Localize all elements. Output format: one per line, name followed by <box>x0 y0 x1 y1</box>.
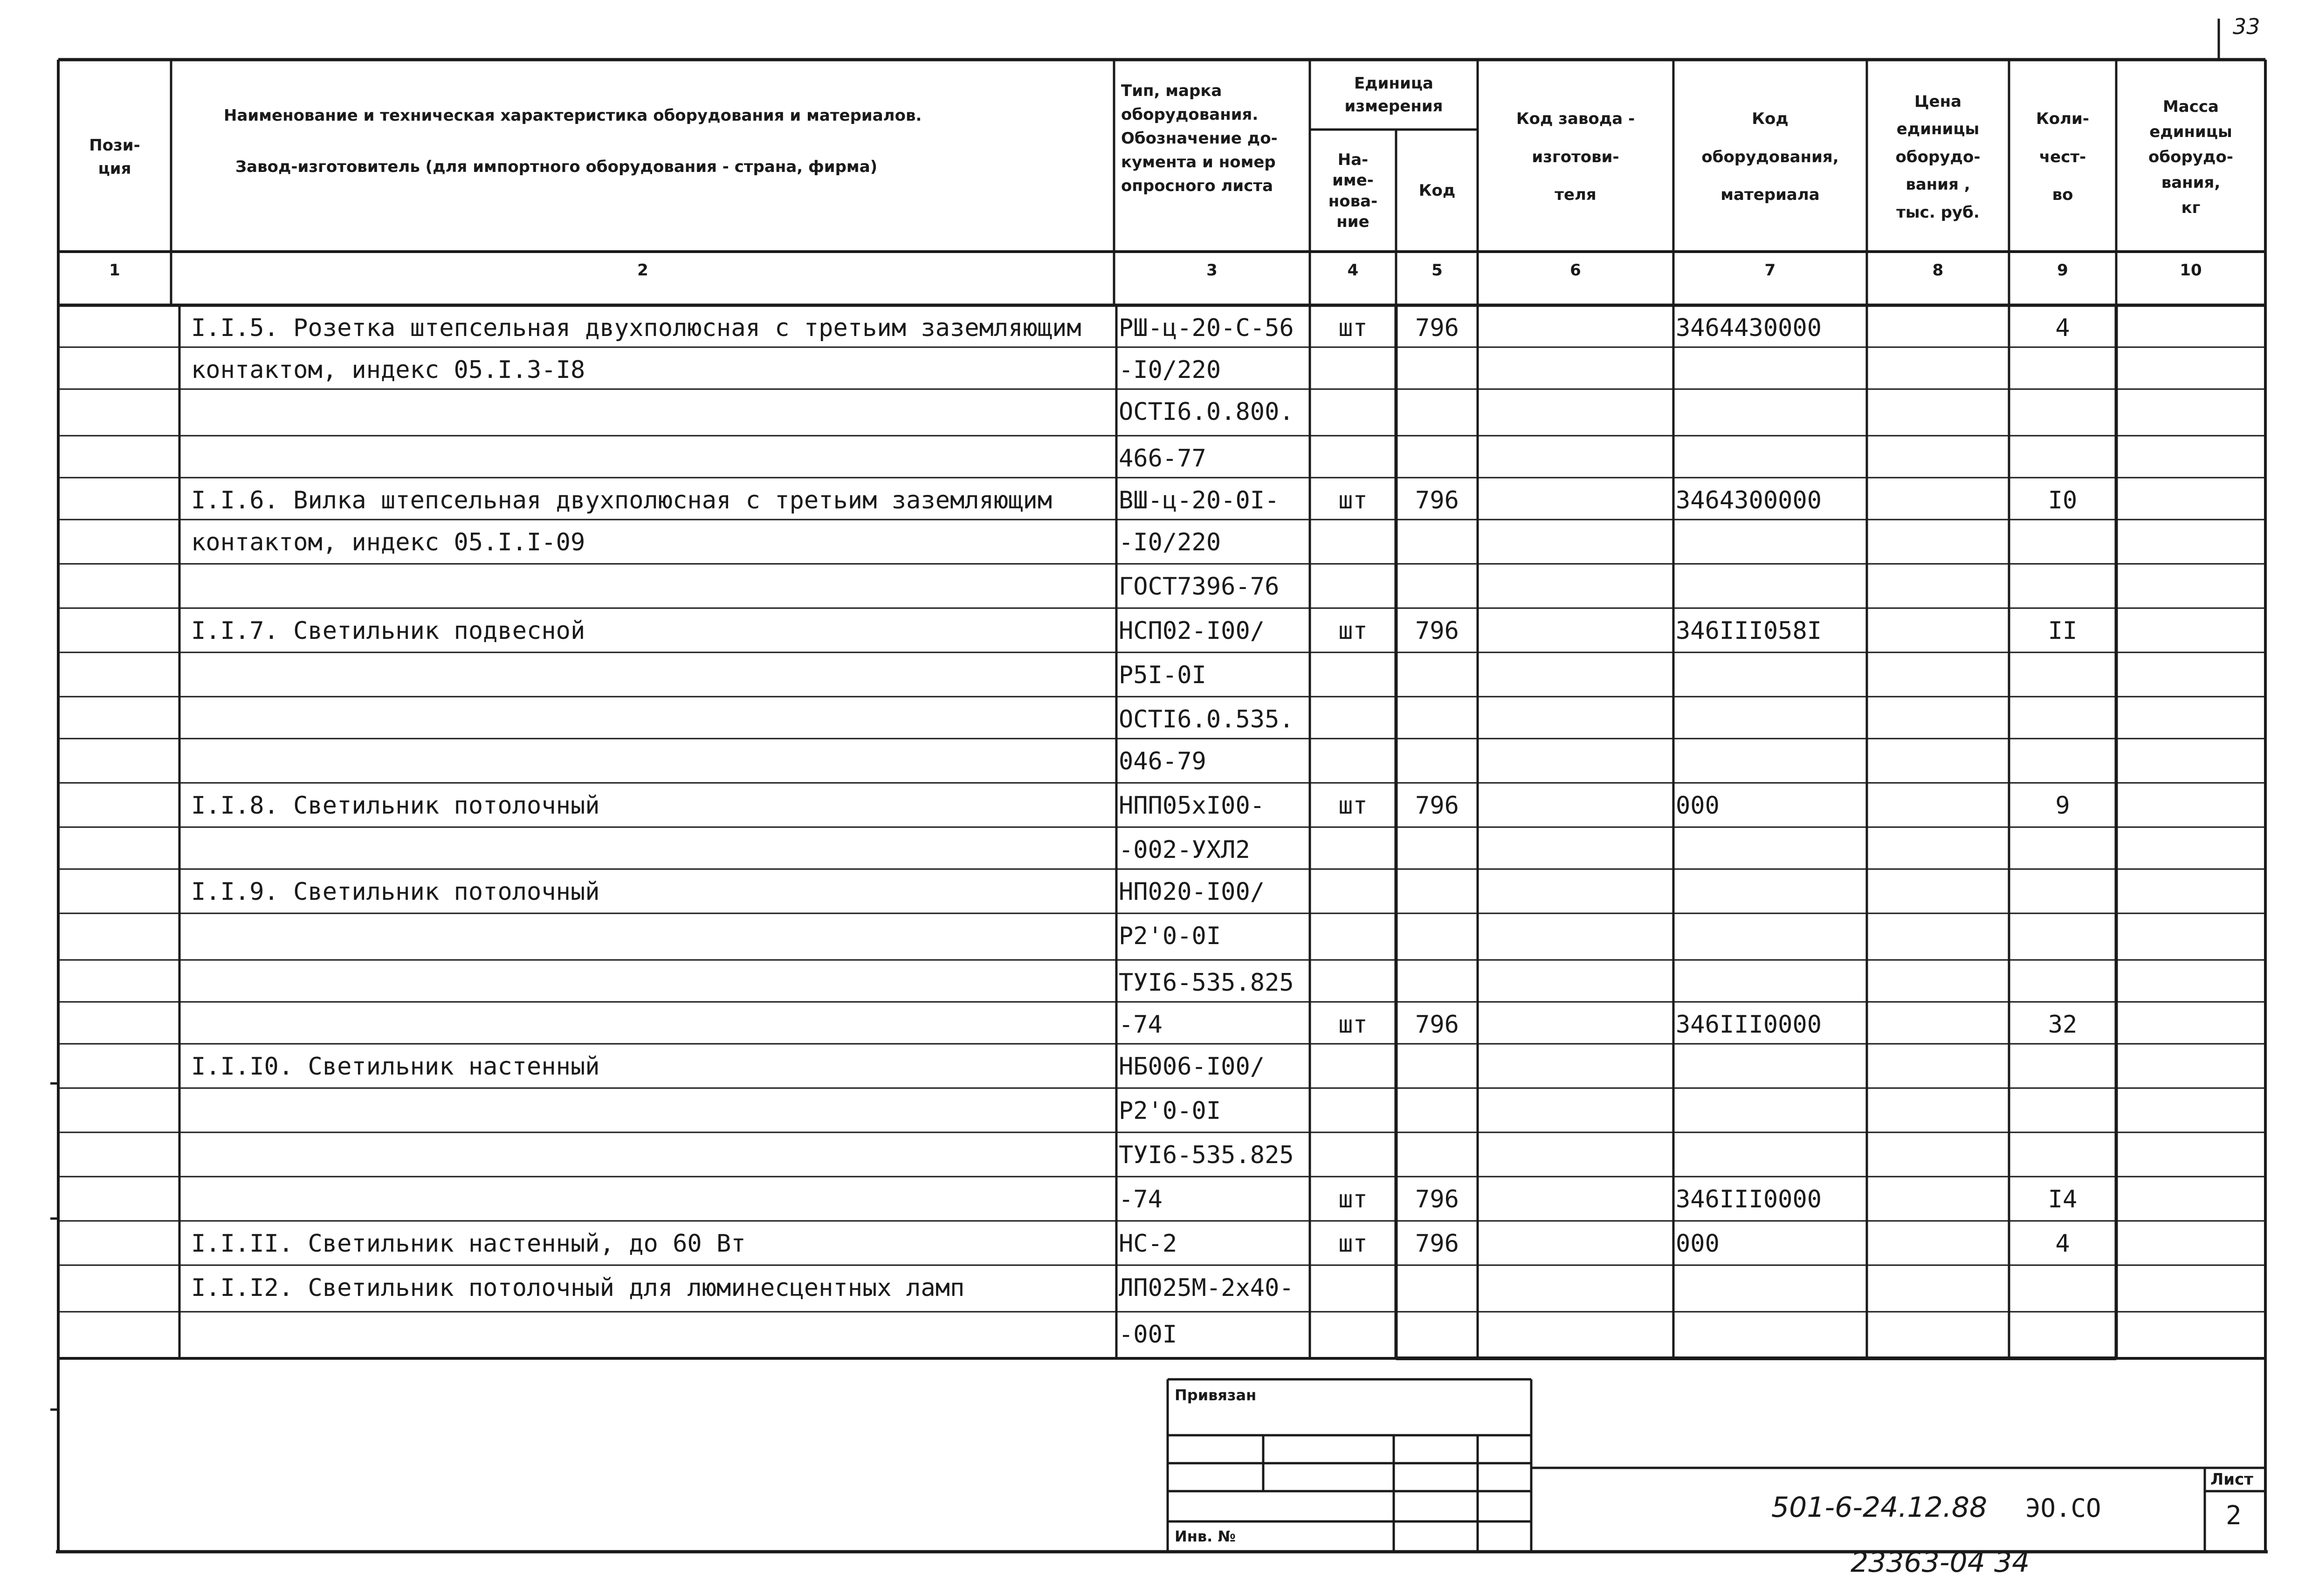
cell-qty: 4 <box>2055 1230 2070 1258</box>
bottom-note: 23363-04 34 <box>1851 1546 2030 1579</box>
cell-unit: шт <box>1338 792 1368 820</box>
sheet-label: Лист <box>2210 1470 2253 1489</box>
column-number-5: 5 <box>1431 261 1443 280</box>
cell-unit: шт <box>1338 486 1368 514</box>
cell-type: 466-77 <box>1119 445 1206 473</box>
cell-qty: I0 <box>2048 486 2078 514</box>
page-corner-number: 33 <box>2233 14 2260 39</box>
column-number-8: 8 <box>1932 261 1944 280</box>
cell-type: РШ-ц-20-С-56 <box>1119 314 1294 342</box>
cell-equip-code: 346III0000 <box>1676 1185 1822 1213</box>
cell-type: НПП05хI00- <box>1119 792 1265 820</box>
column-number-2: 2 <box>637 261 648 280</box>
header-unit-name: На- име- нова- ние <box>1328 151 1378 231</box>
cell-equip-code: 000 <box>1676 792 1720 820</box>
cell-type: -002-УХЛ2 <box>1119 836 1250 864</box>
cell-equip-code: 3464430000 <box>1676 314 1822 342</box>
cell-name: I.I.I2. Светильник потолочный для люминесцентных ламп <box>191 1274 965 1302</box>
cell-code: 796 <box>1415 486 1459 514</box>
cell-type: НП020-I00/ <box>1119 878 1265 906</box>
cell-type: НС-2 <box>1119 1230 1177 1258</box>
cell-name: контактом, индекс 05.I.3-I8 <box>191 356 585 384</box>
stamp-inventory-number: Инв. № <box>1175 1528 1236 1545</box>
cell-name: контактом, индекс 05.I.I-09 <box>191 528 585 556</box>
cell-unit: шт <box>1338 314 1368 342</box>
header-type: Тип, марка оборудования. Обозначение до- кумента и номер опросного листа <box>1121 82 1278 195</box>
cell-unit: шт <box>1338 1011 1368 1039</box>
cell-unit: шт <box>1338 1230 1368 1258</box>
document-suffix: ЭО.СО <box>2025 1493 2101 1523</box>
cell-type: -74 <box>1119 1011 1163 1039</box>
column-number-4: 4 <box>1347 261 1359 280</box>
cell-type: ГОСТ7396-76 <box>1119 573 1280 601</box>
cell-qty: 32 <box>2048 1011 2078 1039</box>
header-price: Цена единицы оборудо- вания , тыс. руб. <box>1895 92 1981 222</box>
header-name-line1: Наименование и техническая характеристика оборудования и материалов. <box>224 106 922 125</box>
sheet-number: 2 <box>2226 1500 2242 1531</box>
cell-equip-code: 346III0000 <box>1676 1011 1822 1039</box>
cell-equip-code: 346III058I <box>1676 617 1822 645</box>
cell-type: Р2'0-0I <box>1119 1097 1221 1125</box>
cell-qty: I4 <box>2048 1185 2078 1213</box>
column-number-1: 1 <box>109 261 120 280</box>
cell-type: Р2'0-0I <box>1119 922 1221 950</box>
cell-qty: 4 <box>2055 314 2070 342</box>
cell-code: 796 <box>1415 1230 1459 1258</box>
cell-code: 796 <box>1415 617 1459 645</box>
cell-name: I.I.9. Светильник потолочный <box>191 878 600 906</box>
cell-type: ОСТI6.0.535. <box>1119 706 1294 733</box>
cell-type: НБ006-I00/ <box>1119 1053 1265 1081</box>
cell-code: 796 <box>1415 1185 1459 1213</box>
document-code: 501-6-24.12.88 <box>1771 1491 1988 1524</box>
cell-type: НСП02-I00/ <box>1119 617 1265 645</box>
header-unit-group: Единица измерения <box>1344 74 1443 116</box>
cell-name: I.I.II. Светильник настенный, до 60 Вт <box>191 1230 746 1258</box>
cell-type: -I0/220 <box>1119 528 1221 556</box>
cell-unit: шт <box>1338 1185 1368 1213</box>
cell-name: I.I.7. Светильник подвесной <box>191 617 585 645</box>
header-mass: Масса единицы оборудо- вания, кг <box>2148 97 2233 218</box>
cell-code: 796 <box>1415 314 1459 342</box>
column-number-6: 6 <box>1570 261 1581 280</box>
cell-type: ТУI6-535.825 <box>1119 1141 1294 1169</box>
stamp-privyazan: Привязан <box>1175 1386 1257 1404</box>
cell-type: -74 <box>1119 1185 1163 1213</box>
cell-unit: шт <box>1338 617 1368 645</box>
header-unit-code: Код <box>1418 181 1456 200</box>
cell-type: ОСТI6.0.800. <box>1119 398 1294 426</box>
cell-qty: II <box>2048 617 2078 645</box>
cell-name: I.I.I0. Светильник настенный <box>191 1053 600 1081</box>
cell-type: ЛП025М-2х40- <box>1119 1274 1294 1302</box>
cell-name: I.I.6. Вилка штепсельная двухполюсная с третьим заземляющим <box>191 486 1053 514</box>
cell-type: -I0/220 <box>1119 356 1221 384</box>
cell-qty: 9 <box>2055 792 2070 820</box>
column-number-3: 3 <box>1206 261 1218 280</box>
header-equipment-code: Код оборудования, материала <box>1701 110 1839 205</box>
column-number-10: 10 <box>2180 261 2202 280</box>
cell-code: 796 <box>1415 1011 1459 1039</box>
cell-type: ВШ-ц-20-0I- <box>1119 486 1280 514</box>
cell-code: 796 <box>1415 792 1459 820</box>
column-number-7: 7 <box>1764 261 1776 280</box>
cell-name: I.I.5. Розетка штепсельная двухполюсная с третьим заземляющим <box>191 314 1081 342</box>
cell-type: -00I <box>1119 1321 1177 1349</box>
column-number-9: 9 <box>2057 261 2068 280</box>
cell-type: Р5I-0I <box>1119 661 1206 689</box>
header-position: Пози- ция <box>89 136 140 178</box>
header-quantity: Коли- чест- во <box>2036 110 2089 205</box>
header-plant-code: Код завода - изготови- теля <box>1516 110 1635 205</box>
cell-equip-code: 000 <box>1676 1230 1720 1258</box>
cell-type: ТУI6-535.825 <box>1119 969 1294 997</box>
cell-type: 046-79 <box>1119 747 1206 775</box>
cell-equip-code: 3464300000 <box>1676 486 1822 514</box>
cell-name: I.I.8. Светильник потолочный <box>191 792 600 820</box>
header-name-line2: Завод-изготовитель (для импортного оборудования - страна, фирма) <box>235 158 878 176</box>
